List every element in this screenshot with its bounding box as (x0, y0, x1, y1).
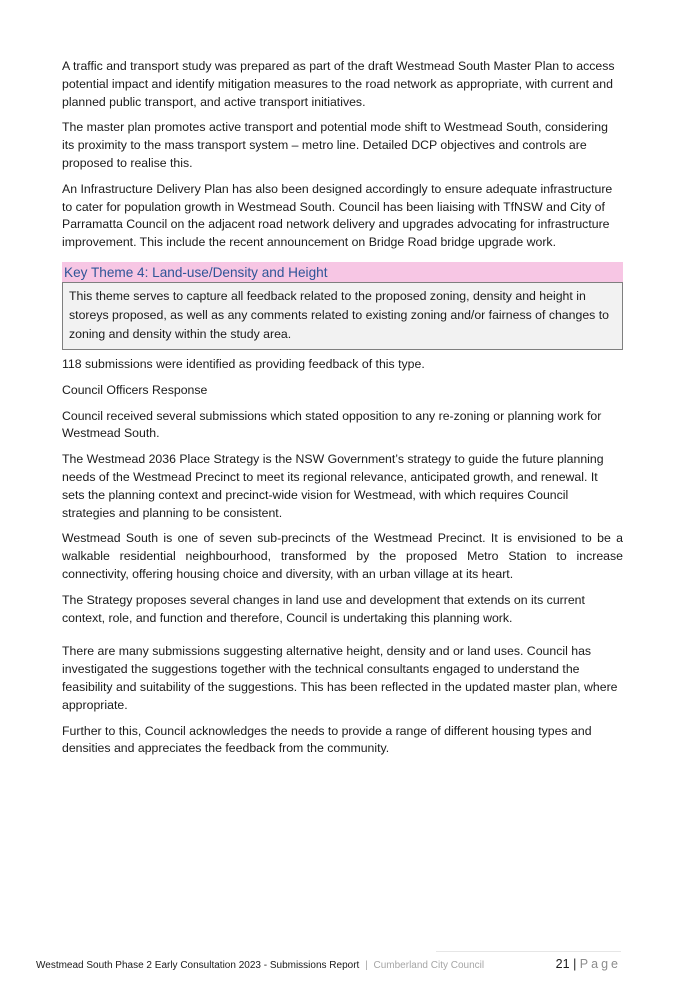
response-paragraph: Further to this, Council acknowledges the needs to provide a range of different housing types and densities and appreciates the feedback from the community. (62, 723, 592, 756)
footer-page-indicator (556, 957, 621, 971)
page-number: 21 (555, 957, 570, 971)
page-word: Page (579, 957, 621, 971)
footer-divider (436, 951, 621, 952)
theme-description-box: This theme serves to capture all feedback related to the proposed zoning, density and height in storeys proposed, as well as any comments related to existing zoning and/or fairness of changes to zoning and density within the study area. (62, 282, 623, 350)
footer-report-title: Westmead South Phase 2 Early Consultation 2023 - Submissions Report (36, 960, 360, 971)
footer-council-name: Cumberland City Council (373, 960, 485, 971)
theme-heading: Key Theme 4: Land-use/Density and Height (62, 262, 623, 282)
infrastructure-plan-paragraph: An Infrastructure Delivery Plan has also been designed accordingly to ensure adequate infrastructure to cater for population growth in Westmead South. Council has been liaising with TfNSW and City of Parramatta Council on the adjacent road network delivery and upgrades advocating for infrastructure improvement. This include the recent announcement on Bridge Road bridge upgrade work. (62, 181, 613, 250)
response-paragraph: Council received several submissions which stated opposition to any re-zoning or planning work for Westmead South. (62, 408, 602, 441)
response-label: Council Officers Response (62, 382, 208, 397)
document-page (62, 58, 623, 766)
footer-separator: | (365, 960, 368, 971)
response-paragraph: There are many submissions suggesting alternative height, density and or land uses. Council has investigated the suggestions together with the technical consultants engaged to understand the feasibility and suitability of the suggestions. This has been reflected in the updated master plan, where appropriate. (62, 644, 618, 712)
submissions-count: 118 submissions were identified as providing feedback of this type. (62, 356, 425, 371)
footer-report-info (36, 960, 484, 971)
page-separator: | (573, 957, 577, 971)
active-transport-paragraph: The master plan promotes active transport and potential mode shift to Westmead South, considering its proximity to the mass transport system – metro line. Detailed DCP objectives and controls are proposed to realise this. (62, 120, 608, 170)
response-paragraph: Westmead South is one of seven sub-precincts of the Westmead Precinct. It is envisioned to be a walkable residential neighbourhood, transformed by the proposed Metro Station to increase connectivity, offering housing choice and diversity, with an urban village at its heart. (62, 531, 623, 581)
transport-study-paragraph: A traffic and transport study was prepared as part of the draft Westmead South Master Plan to access potential impact and identify mitigation measures to the road network as appropriate, with current and planned public transport, and active transport initiatives. (62, 59, 615, 109)
response-paragraph: The Strategy proposes several changes in land use and development that extends on its current context, role, and function and therefore, Council is undertaking this planning work. (62, 592, 585, 625)
response-paragraph: The Westmead 2036 Place Strategy is the NSW Government’s strategy to guide the future planning needs of the Westmead Precinct to meet its regional relevance, anticipated growth, and renewal. It sets the planning context and precinct-wide vision for Westmead, with which requires Council strategies and planning to be consistent. (62, 452, 604, 520)
